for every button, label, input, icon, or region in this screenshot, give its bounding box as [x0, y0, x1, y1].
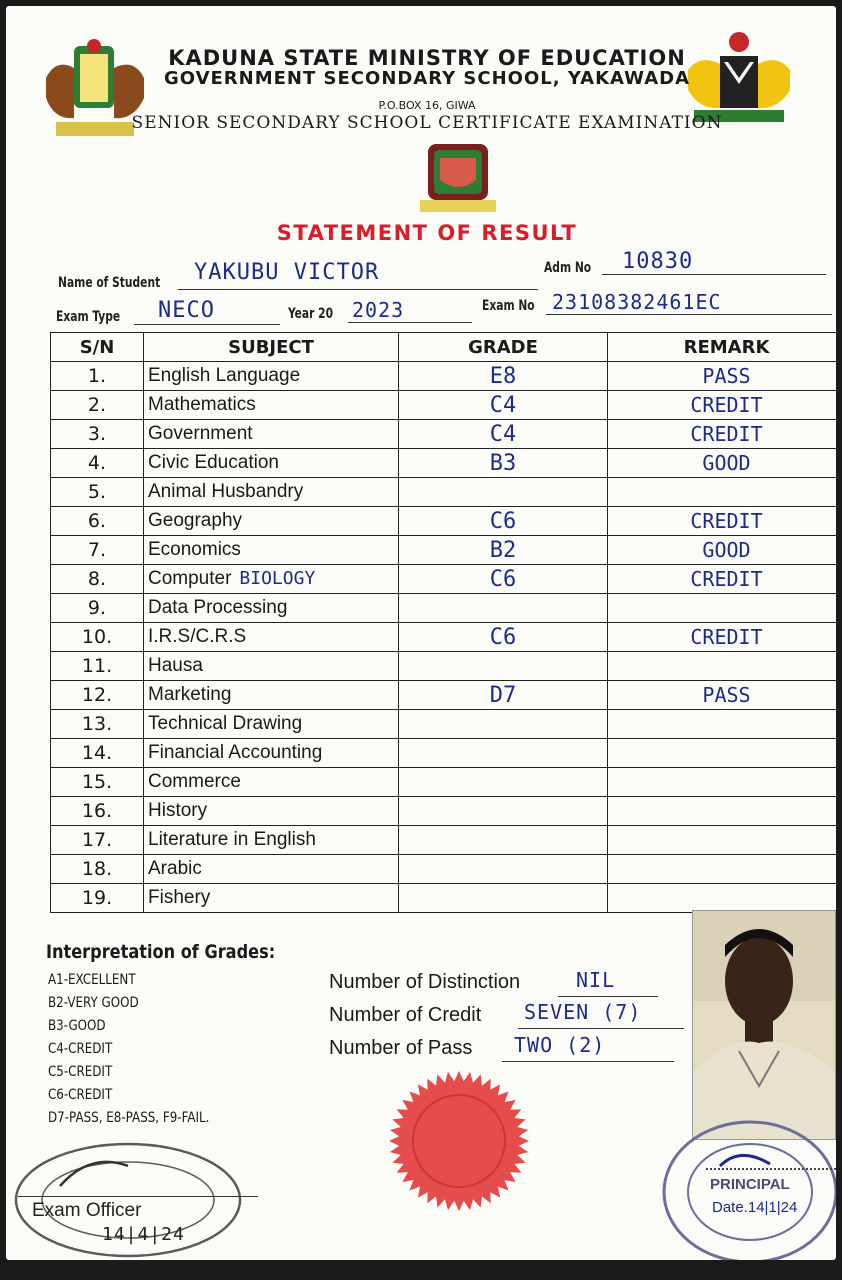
row-subject	[144, 768, 399, 797]
row-grade	[399, 768, 608, 797]
subject-name: Computer	[148, 568, 232, 589]
row-subject	[144, 565, 399, 594]
subject-name: Marketing	[148, 684, 232, 705]
row-grade	[399, 826, 608, 855]
table-row	[51, 362, 837, 391]
subject-name: History	[148, 800, 208, 821]
row-grade: B3	[399, 449, 608, 478]
table-row	[51, 594, 837, 623]
row-sn: 1.	[51, 362, 144, 391]
row-remark	[608, 855, 837, 884]
row-subject	[144, 710, 399, 739]
subject-correction: BIOLOGY	[239, 568, 316, 589]
row-grade: E8	[399, 362, 608, 391]
subject-name: Technical Drawing	[148, 713, 303, 734]
table-row	[51, 565, 837, 594]
row-subject	[144, 420, 399, 449]
table-row	[51, 681, 837, 710]
row-sn: 15.	[51, 768, 144, 797]
exam-officer-date: 14|4|24	[102, 1224, 185, 1245]
row-remark	[608, 478, 837, 507]
row-sn: 16.	[51, 797, 144, 826]
table-row	[51, 884, 837, 913]
row-sn: 18.	[51, 855, 144, 884]
pass-label: Number of Pass	[329, 1037, 473, 1059]
row-sn: 3.	[51, 420, 144, 449]
row-sn: 4.	[51, 449, 144, 478]
table-row	[51, 768, 837, 797]
row-remark: PASS	[608, 681, 837, 710]
row-subject	[144, 536, 399, 565]
exam-type-label: Exam Type	[56, 309, 121, 325]
subject-name: Fishery	[148, 887, 211, 908]
header-subject: SUBJECT	[144, 333, 399, 362]
pass-count: TWO (2)	[514, 1033, 606, 1057]
year-label: Year 20	[288, 306, 334, 322]
table-row	[51, 652, 837, 681]
row-sn: 9.	[51, 594, 144, 623]
row-remark: CREDIT	[608, 507, 837, 536]
row-grade	[399, 478, 608, 507]
school-address: P.O.BOX 16, GIWA	[378, 99, 476, 112]
row-subject	[144, 478, 399, 507]
row-sn: 12.	[51, 681, 144, 710]
principal-date: Date.14|1|24	[712, 1199, 798, 1216]
exam-type: NECO	[158, 298, 215, 323]
table-row	[51, 710, 837, 739]
row-subject	[144, 681, 399, 710]
row-grade	[399, 739, 608, 768]
row-grade: C6	[399, 623, 608, 652]
subject-name: Geography	[148, 510, 243, 531]
grade-key-item: C5-CREDIT	[48, 1064, 113, 1080]
red-seal-icon	[386, 1068, 532, 1214]
subject-name: Commerce	[148, 771, 241, 792]
table-row	[51, 739, 837, 768]
row-grade	[399, 710, 608, 739]
exam-year: 2023	[352, 298, 405, 322]
subject-name: English Language	[148, 365, 301, 386]
table-row	[51, 449, 837, 478]
row-remark: CREDIT	[608, 565, 837, 594]
results-table	[50, 332, 836, 913]
row-grade	[399, 797, 608, 826]
row-grade	[399, 884, 608, 913]
row-remark	[608, 797, 837, 826]
header-remark: REMARK	[608, 333, 837, 362]
row-subject	[144, 391, 399, 420]
row-subject	[144, 884, 399, 913]
row-grade: D7	[399, 681, 608, 710]
exam-title: SENIOR SECONDARY SCHOOL CERTIFICATE EXAMINATION	[131, 113, 723, 133]
row-remark: GOOD	[608, 536, 837, 565]
row-subject	[144, 594, 399, 623]
row-remark	[608, 884, 837, 913]
row-subject	[144, 362, 399, 391]
table-row	[51, 478, 837, 507]
row-sn: 10.	[51, 623, 144, 652]
credit-count: SEVEN (7)	[524, 1000, 642, 1024]
row-grade: C4	[399, 420, 608, 449]
row-sn: 8.	[51, 565, 144, 594]
row-remark	[608, 652, 837, 681]
row-subject	[144, 507, 399, 536]
subject-name: I.R.S/C.R.S	[148, 626, 247, 647]
row-subject	[144, 652, 399, 681]
row-subject	[144, 855, 399, 884]
school-name: GOVERNMENT SECONDARY SCHOOL, YAKAWADA	[163, 68, 691, 89]
result-sheet	[6, 6, 836, 1260]
name-label: Name of Student	[58, 275, 161, 291]
subject-name: Civic Education	[148, 452, 279, 473]
adm-number: 10830	[622, 249, 694, 274]
principal-label: PRINCIPAL	[710, 1176, 790, 1193]
row-grade: B2	[399, 536, 608, 565]
adm-label: Adm No	[544, 260, 592, 276]
exam-officer-label: Exam Officer	[32, 1200, 142, 1221]
subject-name: Hausa	[148, 655, 203, 676]
table-row	[51, 420, 837, 449]
grade-key-item: B3-GOOD	[48, 1018, 106, 1034]
subject-name: Data Processing	[148, 597, 288, 618]
row-sn: 5.	[51, 478, 144, 507]
row-remark	[608, 739, 837, 768]
row-remark	[608, 826, 837, 855]
document-title: STATEMENT OF RESULT	[276, 221, 578, 245]
subject-name: Government	[148, 423, 253, 444]
row-sn: 19.	[51, 884, 144, 913]
table-row	[51, 536, 837, 565]
header-sn: S/N	[51, 333, 144, 362]
row-subject	[144, 623, 399, 652]
row-subject	[144, 797, 399, 826]
subject-name: Financial Accounting	[148, 742, 323, 763]
distinction-label: Number of Distinction	[329, 971, 521, 993]
table-row	[51, 507, 837, 536]
row-remark: CREDIT	[608, 623, 837, 652]
header-grade: GRADE	[399, 333, 608, 362]
grade-key-item: C6-CREDIT	[48, 1087, 113, 1103]
subject-name: Economics	[148, 539, 241, 560]
table-row	[51, 391, 837, 420]
grade-key-item: C4-CREDIT	[48, 1041, 113, 1057]
row-grade	[399, 594, 608, 623]
subject-name: Literature in English	[148, 829, 316, 850]
row-grade: C4	[399, 391, 608, 420]
row-sn: 11.	[51, 652, 144, 681]
row-subject	[144, 449, 399, 478]
grade-key-item: D7-PASS, E8-PASS, F9-FAIL.	[48, 1110, 210, 1126]
table-row	[51, 826, 837, 855]
subject-name: Arabic	[148, 858, 202, 879]
row-remark	[608, 768, 837, 797]
row-sn: 13.	[51, 710, 144, 739]
row-sn: 2.	[51, 391, 144, 420]
row-remark: CREDIT	[608, 391, 837, 420]
row-remark: CREDIT	[608, 420, 837, 449]
school-badge-icon	[416, 140, 500, 218]
interpretation-title: Interpretation of Grades:	[46, 941, 276, 963]
row-remark	[608, 710, 837, 739]
row-grade: C6	[399, 565, 608, 594]
credit-label: Number of Credit	[329, 1004, 482, 1026]
grade-key-item: A1-EXCELLENT	[48, 972, 136, 988]
ministry-name: KADUNA STATE MINISTRY OF EDUCATION	[168, 46, 686, 70]
subject-name: Mathematics	[148, 394, 256, 415]
distinction-count: NIL	[576, 968, 616, 992]
table-row	[51, 797, 837, 826]
exam-number: 23108382461EC	[552, 290, 722, 314]
row-grade: C6	[399, 507, 608, 536]
row-sn: 6.	[51, 507, 144, 536]
exam-no-label: Exam No	[482, 298, 535, 314]
row-sn: 14.	[51, 739, 144, 768]
subject-name: Animal Husbandry	[148, 481, 304, 502]
row-remark	[608, 594, 837, 623]
row-sn: 7.	[51, 536, 144, 565]
row-remark: GOOD	[608, 449, 837, 478]
row-grade	[399, 855, 608, 884]
row-subject	[144, 826, 399, 855]
grade-key-item: B2-VERY GOOD	[48, 995, 139, 1011]
row-grade	[399, 652, 608, 681]
table-row	[51, 623, 837, 652]
table-row	[51, 855, 837, 884]
row-sn: 17.	[51, 826, 144, 855]
row-remark: PASS	[608, 362, 837, 391]
student-name: YAKUBU VICTOR	[194, 260, 380, 285]
row-subject	[144, 739, 399, 768]
